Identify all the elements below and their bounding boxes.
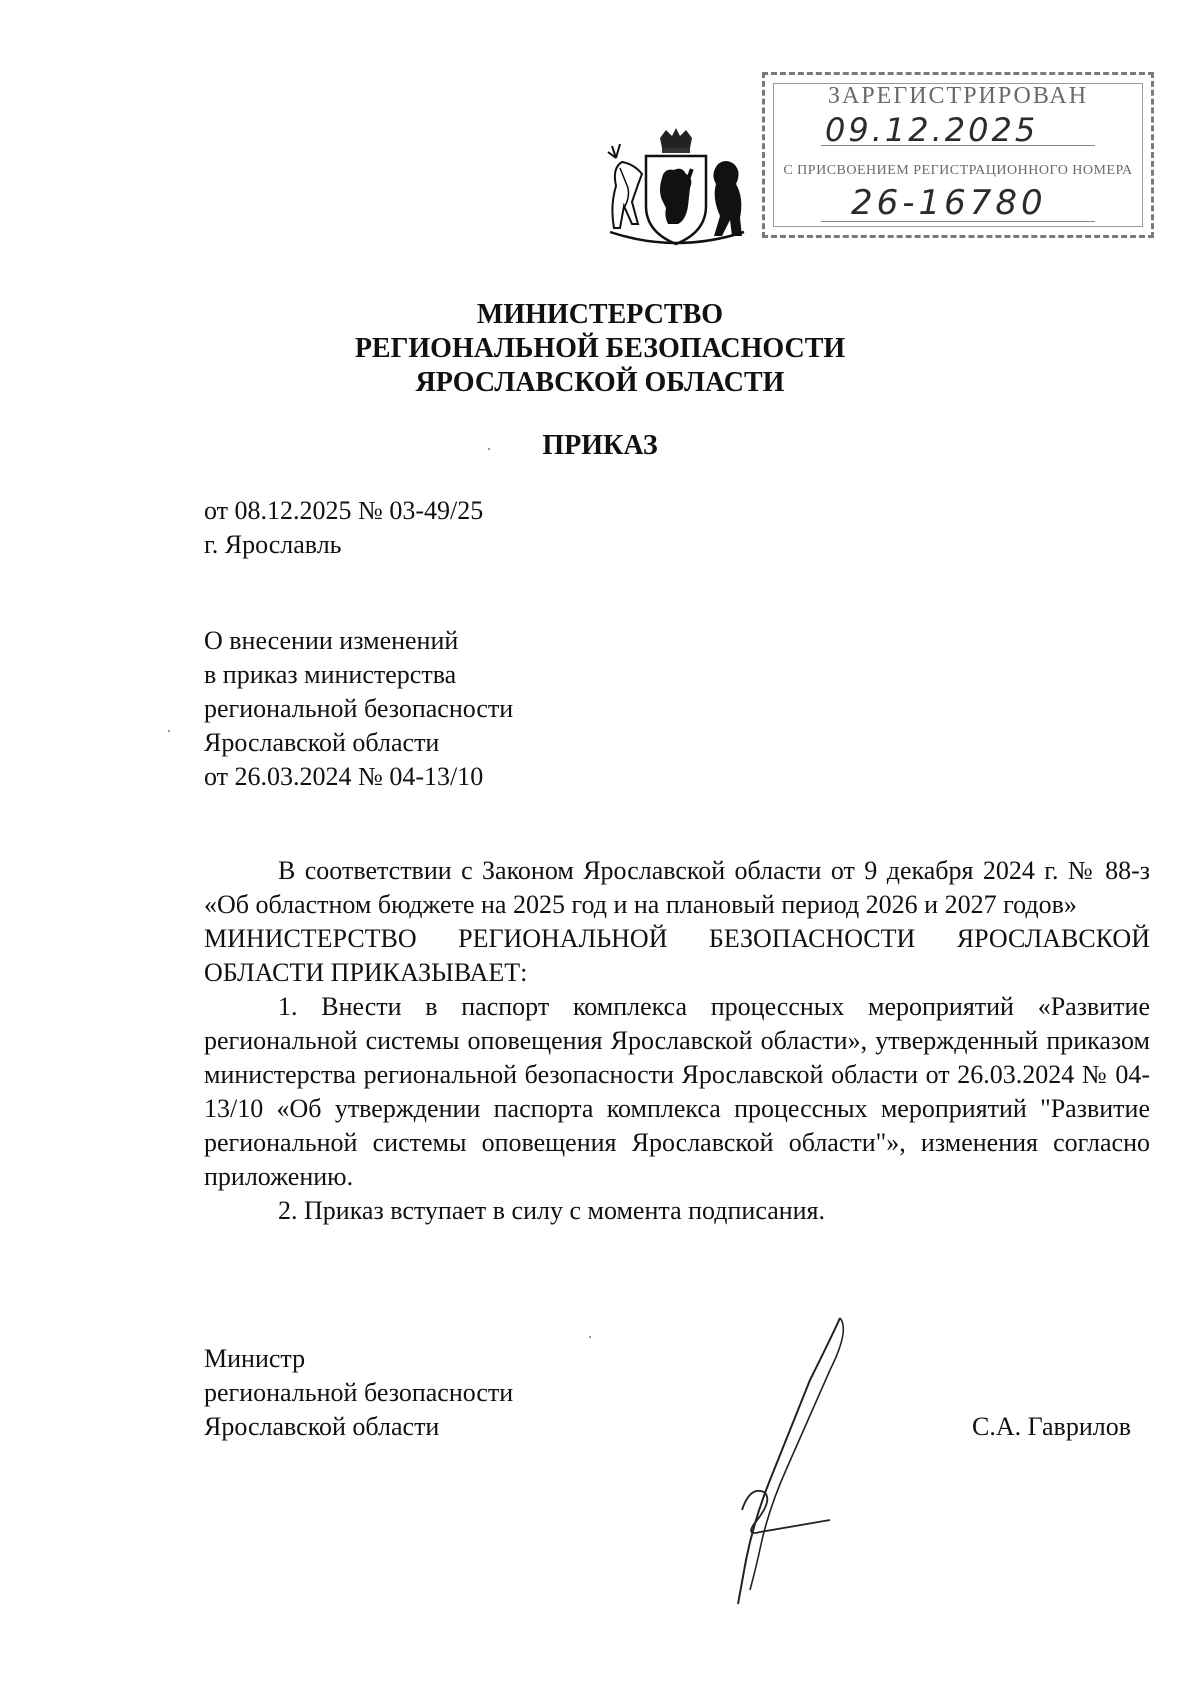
orders-paragraph: МИНИСТЕРСТВО РЕГИОНАЛЬНОЙ БЕЗОПАСНОСТИ ЯРОСЛАВСКОЙ ОБЛАСТИ ПРИКАЗЫВАЕТ: bbox=[204, 924, 1150, 987]
registration-stamp bbox=[762, 72, 1154, 238]
scan-speck bbox=[488, 448, 490, 450]
subject-line: О внесении изменений bbox=[204, 626, 459, 655]
signatory-position bbox=[204, 1342, 513, 1444]
subject-line: региональной безопасности bbox=[204, 694, 514, 723]
handwritten-signature bbox=[690, 1310, 870, 1610]
order-item-1: 1. Внести в паспорт комплекса процессных мероприятий «Развитие региональной системы оповещения Ярославской области», утвержденный приказом министерства региональной безопасности Ярославской области от 26.03.2024 № 04-13/10 «Об утверждении паспорта комплекса процессных мероприятий "Развитие региональной системы оповещения Ярославской области"», изменения согласно приложению. bbox=[204, 992, 1150, 1191]
stamp-date-handwritten: 09.12.2025 bbox=[825, 111, 1039, 149]
position-line: Министр bbox=[204, 1344, 306, 1373]
order-item-2: 2. Приказ вступает в силу с момента подписания. bbox=[278, 1196, 826, 1225]
ministry-header bbox=[0, 298, 1200, 400]
header-line: МИНИСТЕРСТВО bbox=[476, 299, 724, 330]
document-subject bbox=[204, 624, 513, 794]
date-number: от 08.12.2025 № 03-49/25 bbox=[204, 496, 484, 525]
position-line: региональной безопасности bbox=[204, 1378, 514, 1407]
preamble-paragraph: В соответствии с Законом Ярославской области от 9 декабря 2024 г. № 88-з «Об областном бюджете на 2025 год и на плановый период 2026 и 2027 годов» bbox=[204, 856, 1150, 919]
document-body bbox=[204, 854, 1150, 1228]
coat-of-arms-icon bbox=[602, 128, 750, 258]
document-title: ПРИКАЗ bbox=[542, 430, 658, 461]
subject-line: от 26.03.2024 № 04-13/10 bbox=[204, 762, 484, 791]
subject-line: Ярославской области bbox=[204, 728, 440, 757]
scan-speck bbox=[589, 1336, 591, 1338]
stamp-underline bbox=[821, 221, 1095, 222]
position-line: Ярославской области bbox=[204, 1412, 440, 1441]
header-line: РЕГИОНАЛЬНОЙ БЕЗОПАСНОСТИ bbox=[354, 333, 846, 364]
city: г. Ярославль bbox=[204, 530, 342, 559]
stamp-underline bbox=[821, 145, 1095, 146]
stamp-number-handwritten: 26-16780 bbox=[851, 183, 1047, 223]
scan-speck bbox=[168, 730, 170, 732]
signatory-name: С.А. Гаврилов bbox=[972, 1412, 1131, 1441]
subject-line: в приказ министерства bbox=[204, 660, 457, 689]
stamp-subtitle: С ПРИСВОЕНИЕМ РЕГИСТРАЦИОННОГО НОМЕРА bbox=[783, 163, 1133, 178]
document-meta bbox=[204, 494, 483, 562]
header-line: ЯРОСЛАВСКОЙ ОБЛАСТИ bbox=[415, 367, 785, 398]
stamp-title: ЗАРЕГИСТРИРОВАН bbox=[827, 83, 1089, 109]
